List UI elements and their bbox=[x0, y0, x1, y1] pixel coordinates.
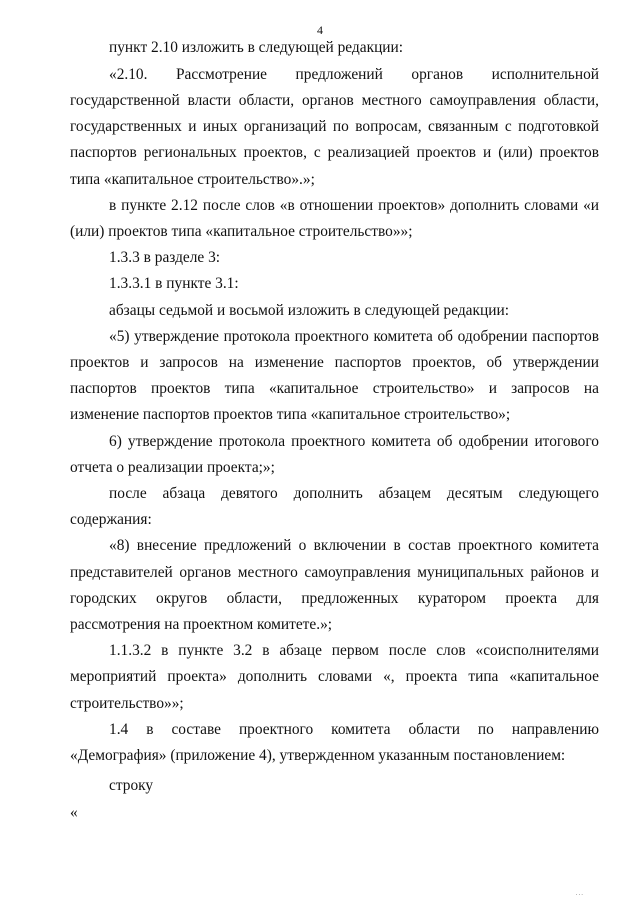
paragraph-12: 1.4 в составе проектного комитета области по направлению «Демография» (приложение 4), утвержденном указанным постановлением: bbox=[70, 720, 599, 764]
paragraph-2: «2.10. Рассмотрение предложений органов исполнительной государственной власти области, органов местного самоуправления области, государственных и иных организаций по вопросам, связанным с подготовкой паспортов региональных проектов, с реализацией проектов и (или) проектов типа «капитальное строительство».»; bbox=[70, 65, 599, 188]
paragraph-13: строку bbox=[109, 777, 154, 795]
document-body bbox=[70, 35, 599, 799]
paragraph-6: абзацы седьмой и восьмой изложить в следующей редакции: bbox=[109, 301, 509, 319]
page-number: 4 bbox=[317, 23, 323, 37]
paragraph-4: 1.3.3 в разделе 3: bbox=[109, 249, 221, 267]
paragraph-1: пункт 2.10 изложить в следующей редакции: bbox=[109, 39, 404, 56]
paragraph-3: в пункте 2.12 после слов «в отношении проектов» дополнить словами «и (или) проектов типа «капитальное строительство»»; bbox=[70, 196, 599, 240]
paragraph-5: 1.3.3.1 в пункте 3.1: bbox=[109, 275, 239, 293]
corner-mark: ... bbox=[575, 889, 584, 897]
paragraph-7: «5) утверждение протокола проектного комитета об одобрении паспортов проектов и запросов на изменение паспортов проектов, об утверждении паспортов проектов типа «капитальное строительство» и запросов на изменение паспортов проектов типа «капитальное строительство»; bbox=[70, 327, 599, 424]
paragraph-8: 6) утверждение протокола проектного комитета об одобрении итогового отчета о реализации проекта;»; bbox=[70, 432, 599, 476]
opening-quote: « bbox=[70, 804, 78, 821]
paragraph-11: 1.1.3.2 в пункте 3.2 в абзаце первом после слов «соисполнителями мероприятий проекта» дополнить словами «, проекта типа «капитальное строительство»»; bbox=[70, 642, 599, 712]
paragraph-9: после абзаца девятого дополнить абзацем десятым следующего содержания: bbox=[70, 484, 599, 529]
paragraph-10: «8) внесение предложений о включении в состав проектного комитета представителей органов местного самоуправления муниципальных районов и городских округов области, предложенных куратором проекта для рассмотрения на проектном комитете.»; bbox=[70, 537, 599, 633]
